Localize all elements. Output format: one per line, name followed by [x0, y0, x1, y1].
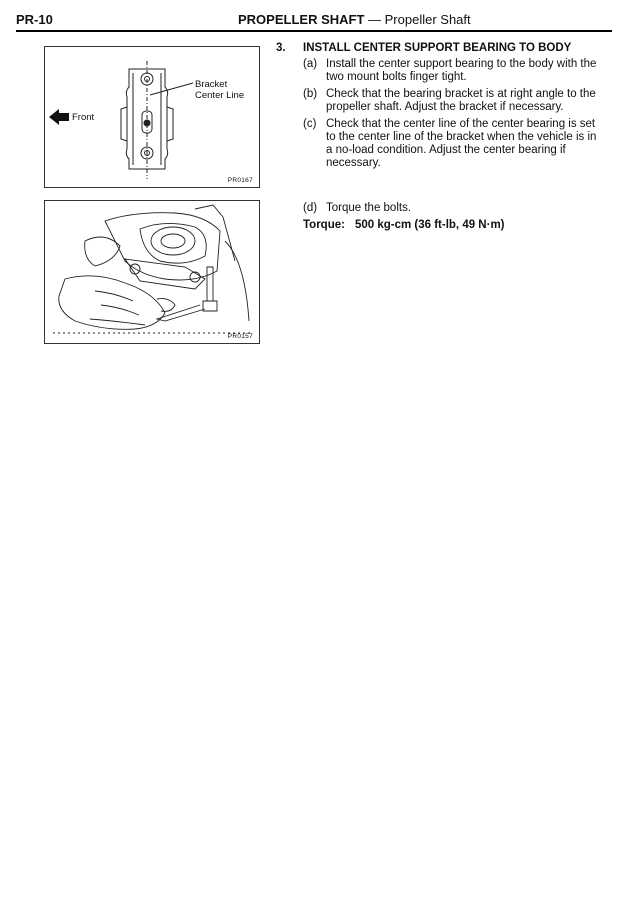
substep-tag: (d) [303, 202, 318, 214]
substep-tag: (c) [303, 118, 317, 130]
substep-c [276, 118, 600, 170]
substep-text: Check that the center line of the center bearing is set to the center line of the bracket when the vehicle is in a no-load condition. Adjust the center bearing if necessary. [326, 118, 597, 169]
page-header [16, 8, 612, 30]
step-number: 3. [276, 42, 286, 54]
torque-drawing [45, 201, 259, 343]
torque-spec [276, 219, 600, 231]
step-heading [276, 42, 600, 54]
figure-torque-illustration [44, 200, 260, 344]
page-title [238, 12, 471, 27]
step-title: INSTALL CENTER SUPPORT BEARING TO BODY [303, 42, 572, 54]
label-bracket: Bracket [195, 79, 228, 90]
substep-d [276, 202, 600, 215]
substep-text: Install the center support bearing to the body with the two mount bolts finger tight. [326, 58, 597, 83]
front-arrow-icon [49, 109, 69, 125]
figure-code: PR0167 [227, 177, 253, 184]
header-rule [16, 30, 612, 32]
substep-a [276, 58, 600, 84]
substep-text: Check that the bearing bracket is at right angle to the propeller shaft. Adjust the bracket if necessary. [326, 88, 596, 113]
label-center-line: Center Line [195, 90, 245, 101]
section-title: PROPELLER SHAFT [238, 12, 365, 27]
subsection-title: Propeller Shaft [384, 12, 471, 27]
spacer [276, 174, 600, 202]
procedure-steps [276, 42, 600, 231]
page-code: PR-10 [16, 12, 53, 27]
label-front: Front [72, 112, 95, 123]
substep-b [276, 88, 600, 114]
substep-text: Torque the bolts. [326, 202, 412, 214]
substep-tag: (b) [303, 88, 318, 100]
torque-value: 500 kg-cm (36 ft-lb, 49 N·m) [354, 219, 505, 231]
figure-bracket-diagram [44, 46, 260, 188]
substep-tag: (a) [303, 58, 318, 70]
title-separator: — [364, 12, 385, 27]
torque-label: Torque: [303, 219, 345, 231]
figure-code: PR0157 [227, 333, 253, 340]
